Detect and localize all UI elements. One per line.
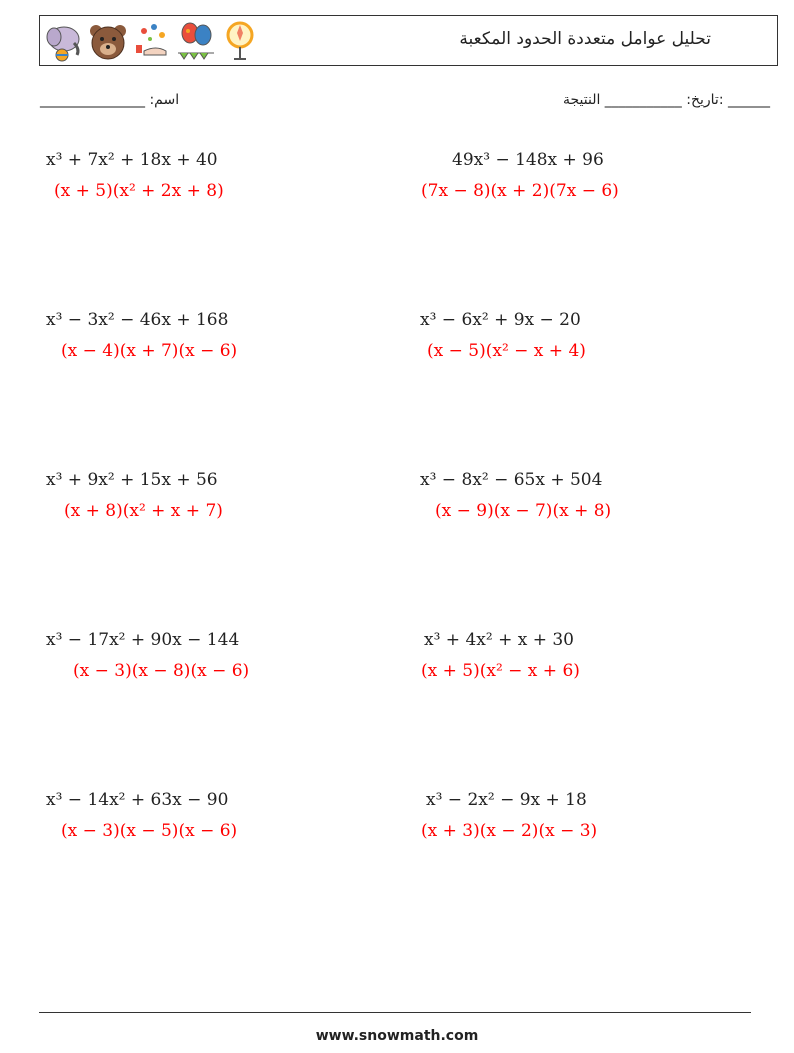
problem-answer: (x − 5)(x² − x + 4) [427, 341, 586, 361]
header-icons [44, 19, 260, 63]
problem-9 [46, 790, 238, 841]
problem-question: x³ + 4x² + x + 30 [424, 630, 574, 650]
problem-question: x³ − 6x² + 9x − 20 [420, 310, 581, 330]
problem-answer: (x − 3)(x − 5)(x − 6) [61, 821, 238, 841]
problem-answer: (x + 5)(x² − x + 6) [421, 661, 580, 681]
problem-1 [46, 150, 224, 201]
header-box [39, 15, 778, 66]
worksheet-title: تحليل عوامل متعددة الحدود المكعبة [459, 29, 711, 49]
problem-2 [421, 150, 619, 201]
problem-5 [46, 470, 223, 521]
problem-3 [46, 310, 238, 361]
problem-answer: (x − 3)(x − 8)(x − 6) [73, 661, 250, 681]
problem-question: x³ − 8x² − 65x + 504 [420, 470, 603, 490]
problem-question: x³ − 2x² − 9x + 18 [426, 790, 587, 810]
problem-question: x³ − 14x² + 63x − 90 [46, 790, 229, 810]
problem-6 [420, 470, 612, 521]
elephant-icon [44, 19, 84, 63]
problem-question: x³ + 9x² + 15x + 56 [46, 470, 218, 490]
footer-url[interactable]: www.snowmath.com [315, 1028, 479, 1044]
lollipop-icon [220, 19, 260, 63]
name-line: اسم: _______________ [40, 92, 180, 108]
balloons-icon [176, 19, 216, 63]
problem-8 [421, 630, 580, 681]
problem-answer: (x + 8)(x² + x + 7) [64, 501, 223, 521]
problem-question: 49x³ − 148x + 96 [452, 150, 604, 170]
juggling-icon [132, 19, 172, 63]
date-score-line: ______ :تاريخ: ___________ النتيجة [562, 92, 770, 108]
problem-question: x³ + 7x² + 18x + 40 [46, 150, 218, 170]
problem-answer: (7x − 8)(x + 2)(7x − 6) [421, 181, 619, 201]
problem-question: x³ − 17x² + 90x − 144 [46, 630, 240, 650]
problem-question: x³ − 3x² − 46x + 168 [46, 310, 229, 330]
problem-answer: (x − 4)(x + 7)(x − 6) [61, 341, 238, 361]
problem-7 [46, 630, 250, 681]
problem-answer: (x + 3)(x − 2)(x − 3) [421, 821, 598, 841]
footer-divider [39, 1012, 751, 1013]
problem-4 [420, 310, 586, 361]
problem-10 [421, 790, 598, 841]
problem-answer: (x − 9)(x − 7)(x + 8) [435, 501, 612, 521]
bear-icon [88, 19, 128, 63]
problem-answer: (x + 5)(x² + 2x + 8) [54, 181, 224, 201]
